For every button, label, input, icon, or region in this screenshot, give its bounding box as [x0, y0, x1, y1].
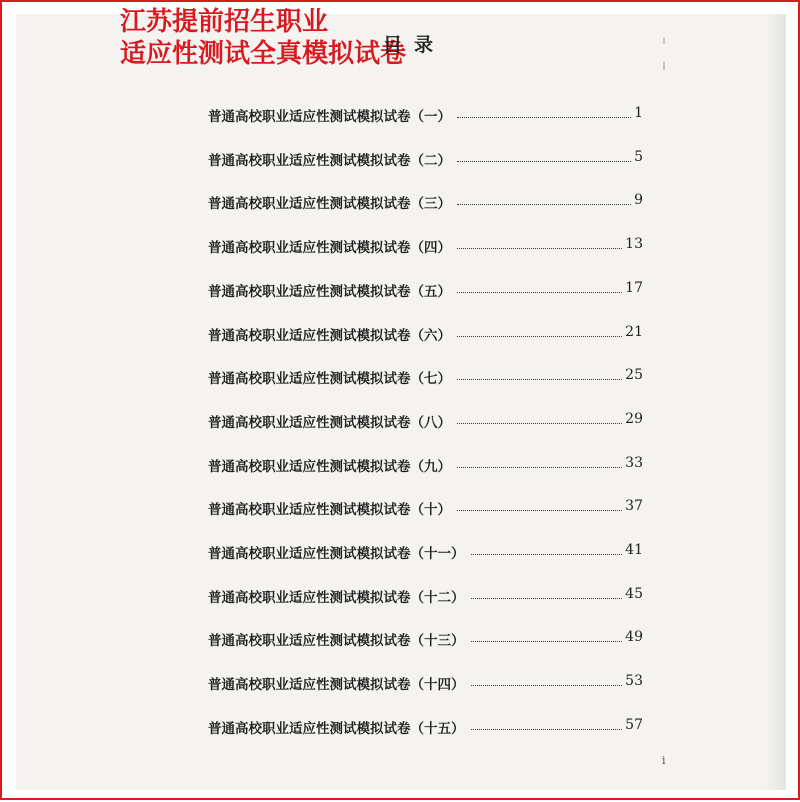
toc-entry-page-number: 9	[634, 192, 643, 209]
toc-entry	[2, 629, 800, 649]
toc-dot-leader	[457, 204, 631, 205]
toc-entry	[2, 280, 800, 300]
toc-entry	[2, 717, 800, 737]
toc-entry-label: 普通高校职业适应性测试模拟试卷（十二）	[208, 589, 465, 606]
page-corner-mark: i	[662, 754, 666, 767]
toc-dot-leader	[457, 510, 622, 511]
toc-entry	[2, 367, 800, 387]
promo-line-2: 适应性测试全真模拟试卷	[120, 39, 407, 69]
toc-entry	[2, 149, 800, 169]
toc-entry-page-number: 33	[625, 454, 643, 471]
toc-dot-leader	[471, 598, 623, 599]
toc-dot-leader	[457, 161, 631, 162]
toc-entry	[2, 105, 800, 125]
toc-entry-page-number: 41	[625, 542, 643, 558]
toc-entry-label: 普通高校职业适应性测试模拟试卷（七）	[208, 371, 451, 388]
toc-entry-label: 普通高校职业适应性测试模拟试卷（三）	[208, 196, 451, 213]
toc-entry-page-number: 57	[625, 716, 643, 733]
toc-entry-page-number: 29	[625, 410, 643, 427]
toc-entry-label: 普通高校职业适应性测试模拟试卷（九）	[208, 458, 451, 475]
toc-dot-leader	[457, 379, 622, 380]
toc-entry-page-number: 25	[625, 367, 643, 384]
toc-dot-leader	[457, 117, 631, 118]
toc-entry-label: 普通高校职业适应性测试模拟试卷（十）	[208, 502, 451, 519]
toc-entry-page-number: 53	[625, 673, 643, 690]
toc-entry-page-number: 1	[634, 105, 643, 121]
toc-entry-label: 普通高校职业适应性测试模拟试卷（一）	[208, 109, 451, 125]
toc-entry-page-number: 37	[625, 498, 643, 515]
toc-entry-page-number: 21	[625, 323, 643, 340]
toc-entry-page-number: 5	[634, 148, 643, 165]
toc-entry-label: 普通高校职业适应性测试模拟试卷（二）	[208, 152, 451, 169]
toc-entry	[2, 498, 800, 518]
toc-entry-label: 普通高校职业适应性测试模拟试卷（五）	[208, 283, 451, 300]
toc-dot-leader	[457, 467, 622, 468]
toc-entry-label: 普通高校职业适应性测试模拟试卷（十一）	[208, 546, 465, 562]
toc-dot-leader	[471, 641, 623, 642]
toc-dot-leader	[457, 336, 622, 337]
toc-entry-page-number: 45	[625, 585, 643, 602]
toc-dot-leader	[457, 292, 622, 293]
toc-dot-leader	[457, 248, 622, 249]
toc-entry-label: 普通高校职业适应性测试模拟试卷（十四）	[208, 677, 465, 694]
toc-entry-label: 普通高校职业适应性测试模拟试卷（六）	[208, 327, 451, 344]
toc-dot-leader	[471, 554, 623, 555]
toc-entry-label: 普通高校职业适应性测试模拟试卷（十五）	[208, 720, 465, 737]
toc-title: 目录	[383, 34, 446, 56]
toc-dot-leader	[457, 423, 622, 424]
toc-entry	[2, 236, 800, 256]
toc-entry-page-number: 17	[625, 279, 643, 296]
toc-entry-label: 普通高校职业适应性测试模拟试卷（十三）	[208, 633, 465, 650]
toc-entry-label: 普通高校职业适应性测试模拟试卷（八）	[208, 414, 451, 431]
toc-entry-page-number: 13	[625, 236, 643, 253]
toc-entry	[2, 411, 800, 431]
toc-list	[2, 2, 800, 802]
toc-entry-page-number: 49	[625, 629, 643, 646]
toc-dot-leader	[471, 685, 623, 686]
toc-entry	[2, 324, 800, 344]
toc-entry	[2, 542, 800, 562]
toc-entry-label: 普通高校职业适应性测试模拟试卷（四）	[208, 240, 451, 257]
toc-entry	[2, 192, 800, 212]
toc-entry	[2, 455, 800, 475]
toc-entry	[2, 673, 800, 693]
toc-dot-leader	[471, 729, 623, 730]
promo-line-1: 江苏提前招生职业	[120, 7, 329, 37]
toc-entry	[2, 586, 800, 606]
